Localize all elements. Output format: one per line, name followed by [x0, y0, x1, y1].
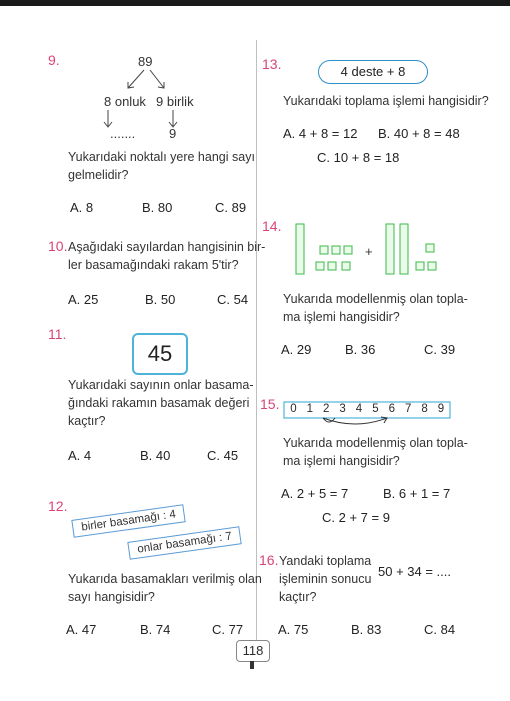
q9-left-branch: 8 onluk [104, 94, 146, 109]
q14-text-line2: ma işlemi hangisidir? [283, 310, 400, 324]
q14-unit-cube [316, 262, 324, 270]
q15-number-line-labels [286, 403, 450, 419]
question-13-number: 13. [262, 56, 282, 72]
q10-option-c[interactable]: C. 54 [217, 292, 249, 307]
q15-option-a[interactable]: A. 2 + 5 = 7 [281, 486, 349, 501]
q14-plus-sign: + [365, 244, 373, 259]
q9-option-c[interactable]: C. 89 [215, 200, 247, 215]
q14-text-line1: Yukarıda modellenmiş olan topla- [283, 292, 468, 306]
q12-option-b[interactable]: B. 74 [140, 622, 171, 637]
q14-base-ten-blocks [292, 222, 472, 282]
q15-number-line-tick: 7 [405, 403, 412, 415]
question-10-number: 10. [48, 238, 68, 254]
q14-unit-cube [342, 262, 350, 270]
q15-option-b[interactable]: B. 6 + 1 = 7 [383, 486, 451, 501]
q15-option-c[interactable]: C. 2 + 7 = 9 [322, 510, 390, 525]
page-top-bar [0, 0, 510, 6]
q11-number-box: 45 [132, 333, 188, 375]
q9-option-b[interactable]: B. 80 [142, 200, 173, 215]
q9-right-branch: 9 birlik [156, 94, 194, 109]
q14-ten-rod [386, 224, 394, 274]
q10-text-line2: ler basamağındaki rakam 5'tir? [68, 258, 239, 272]
q11-text-line3: kaçtır? [68, 414, 106, 428]
q13-option-c[interactable]: C. 10 + 8 = 18 [317, 150, 400, 165]
q14-unit-cube [332, 246, 340, 254]
q12-ones-label: birler basamağı : 4 [71, 504, 186, 538]
q15-number-line-tick: 2 [323, 403, 330, 415]
q12-text-line1: Yukarıda basamakları verilmiş olan [68, 572, 262, 586]
q16-text-line2: işleminin sonucu [279, 572, 372, 586]
q10-option-b[interactable]: B. 50 [145, 292, 176, 307]
q14-option-b[interactable]: B. 36 [345, 342, 376, 357]
q15-text-line1: Yukarıda modellenmiş olan topla- [283, 436, 468, 450]
q12-option-a[interactable]: A. 47 [66, 622, 97, 637]
page-number-tick [250, 661, 254, 669]
q9-text-line1: Yukarıdaki noktalı yere hangi sayı [68, 150, 255, 164]
q11-option-c[interactable]: C. 45 [207, 448, 239, 463]
column-divider [256, 40, 257, 640]
q12-option-c[interactable]: C. 77 [212, 622, 244, 637]
q14-unit-cube [416, 262, 424, 270]
q14-unit-cube [328, 262, 336, 270]
q9-right-result: 9 [169, 126, 177, 141]
q14-ten-rod [400, 224, 408, 274]
q15-number-line-tick: 0 [290, 403, 297, 415]
q14-unit-cube [428, 262, 436, 270]
q14-option-a[interactable]: A. 29 [281, 342, 312, 357]
q14-option-c[interactable]: C. 39 [424, 342, 456, 357]
q15-number-line-tick: 6 [388, 403, 395, 415]
q9-top-number: 89 [138, 54, 153, 69]
question-15-number: 15. [260, 396, 280, 412]
q11-option-b[interactable]: B. 40 [140, 448, 171, 463]
q14-unit-cube [344, 246, 352, 254]
q9-option-a[interactable]: A. 8 [70, 200, 94, 215]
q16-option-c[interactable]: C. 84 [424, 622, 456, 637]
q11-text-line2: ğındaki rakamın basamak değeri [68, 396, 250, 410]
q12-tens-label: onlar basamağı : 7 [127, 526, 242, 560]
q16-expression: 50 + 34 = .... [378, 564, 451, 579]
page-number: 118 [236, 640, 270, 662]
q15-number-line-tick: 9 [437, 403, 445, 415]
q13-option-b[interactable]: B. 40 + 8 = 48 [378, 126, 460, 141]
q15-number-line-tick: 5 [372, 403, 379, 415]
question-9-number: 9. [48, 52, 60, 68]
q14-ten-rod [296, 224, 304, 274]
question-16-number: 16. [259, 552, 279, 568]
q10-option-a[interactable]: A. 25 [68, 292, 99, 307]
question-14-number: 14. [262, 218, 282, 234]
q15-number-line-tick: 4 [355, 403, 363, 415]
q14-unit-cube [320, 246, 328, 254]
q10-text-line1: Aşağıdaki sayılardan hangisinin bir- [68, 240, 266, 254]
q15-number-line-tick: 8 [421, 403, 428, 415]
q16-option-a[interactable]: A. 75 [278, 622, 309, 637]
q16-text-line3: kaçtır? [279, 590, 317, 604]
q13-option-a[interactable]: A. 4 + 8 = 12 [283, 126, 358, 141]
q9-text-line2: gelmelidir? [68, 168, 129, 182]
q15-number-line-tick: 3 [339, 403, 346, 415]
q11-text-line1: Yukarıdaki sayının onlar basama- [68, 378, 254, 392]
q12-text-line2: sayı hangisidir? [68, 590, 155, 604]
q9-blank: ....... [110, 126, 136, 141]
q13-expression-pill: 4 deste + 8 [318, 60, 428, 84]
q14-unit-cube [426, 244, 434, 252]
q16-text-line1: Yandaki toplama [279, 554, 372, 568]
q15-number-line-tick: 1 [306, 403, 313, 415]
q16-option-b[interactable]: B. 83 [351, 622, 382, 637]
q11-option-a[interactable]: A. 4 [68, 448, 92, 463]
question-11-number: 11. [48, 326, 67, 342]
q13-text-line1: Yukarıdaki toplama işlemi hangisidir? [283, 94, 489, 108]
q15-text-line2: ma işlemi hangisidir? [283, 454, 400, 468]
question-12-number: 12. [48, 498, 68, 514]
